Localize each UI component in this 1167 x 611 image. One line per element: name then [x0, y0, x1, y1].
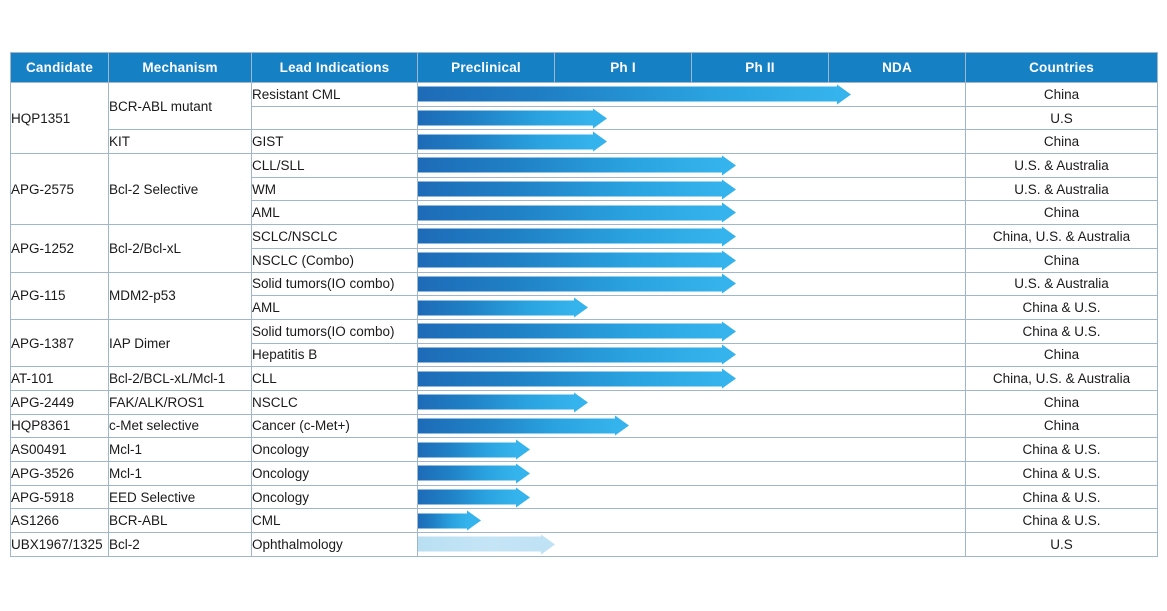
- cell-mechanism: c-Met selective: [109, 414, 252, 438]
- cell-candidate: AS00491: [11, 438, 109, 462]
- cell-mechanism: Bcl-2: [109, 533, 252, 557]
- cell-candidate: APG-2449: [11, 390, 109, 414]
- cell-phase-progress: [418, 390, 966, 414]
- column-header-countries: Countries: [966, 53, 1158, 83]
- table-row: [11, 414, 1158, 438]
- table-row: [11, 225, 1158, 249]
- cell-countries: China: [966, 130, 1158, 154]
- cell-mechanism: BCR-ABL mutant: [109, 83, 252, 130]
- cell-countries: China & U.S.: [966, 485, 1158, 509]
- cell-countries: U.S. & Australia: [966, 272, 1158, 296]
- cell-lead-indication: Solid tumors(IO combo): [252, 319, 418, 343]
- cell-mechanism: EED Selective: [109, 485, 252, 509]
- pipeline-table-container: [10, 52, 1157, 557]
- cell-candidate: HQP1351: [11, 83, 109, 154]
- header-row: [11, 53, 1158, 83]
- cell-lead-indication: AML: [252, 201, 418, 225]
- cell-candidate: AS1266: [11, 509, 109, 533]
- cell-phase-progress: [418, 154, 966, 178]
- column-header-nda: NDA: [829, 53, 966, 83]
- cell-candidate: APG-1387: [11, 319, 109, 366]
- table-row: [11, 462, 1158, 486]
- cell-lead-indication: [252, 106, 418, 130]
- cell-candidate: APG-1252: [11, 225, 109, 272]
- cell-phase-progress: [418, 177, 966, 201]
- cell-lead-indication: Oncology: [252, 485, 418, 509]
- cell-lead-indication: Oncology: [252, 462, 418, 486]
- cell-phase-progress: [418, 130, 966, 154]
- column-header-mechanism: Mechanism: [109, 53, 252, 83]
- cell-phase-progress: [418, 533, 966, 557]
- cell-lead-indication: Resistant CML: [252, 83, 418, 107]
- cell-phase-progress: [418, 201, 966, 225]
- cell-lead-indication: CML: [252, 509, 418, 533]
- cell-countries: U.S. & Australia: [966, 177, 1158, 201]
- cell-countries: China: [966, 390, 1158, 414]
- cell-phase-progress: [418, 225, 966, 249]
- cell-candidate: APG-5918: [11, 485, 109, 509]
- cell-lead-indication: Cancer (c-Met+): [252, 414, 418, 438]
- cell-countries: China: [966, 343, 1158, 367]
- cell-lead-indication: Oncology: [252, 438, 418, 462]
- cell-lead-indication: CLL/SLL: [252, 154, 418, 178]
- cell-countries: China: [966, 83, 1158, 107]
- table-row: [11, 272, 1158, 296]
- column-header-candidate: Candidate: [11, 53, 109, 83]
- table-row: [11, 154, 1158, 178]
- table-row: [11, 390, 1158, 414]
- cell-mechanism: Mcl-1: [109, 462, 252, 486]
- cell-candidate: UBX1967/1325: [11, 533, 109, 557]
- cell-phase-progress: [418, 319, 966, 343]
- cell-lead-indication: AML: [252, 296, 418, 320]
- cell-countries: China, U.S. & Australia: [966, 367, 1158, 391]
- cell-candidate: APG-3526: [11, 462, 109, 486]
- cell-countries: U.S: [966, 533, 1158, 557]
- cell-candidate: APG-115: [11, 272, 109, 319]
- cell-mechanism: MDM2-p53: [109, 272, 252, 319]
- cell-phase-progress: [418, 414, 966, 438]
- cell-lead-indication: Hepatitis B: [252, 343, 418, 367]
- cell-mechanism: Bcl-2/Bcl-xL: [109, 225, 252, 272]
- cell-lead-indication: Solid tumors(IO combo): [252, 272, 418, 296]
- table-row: [11, 438, 1158, 462]
- cell-lead-indication: NSCLC (Combo): [252, 248, 418, 272]
- cell-lead-indication: Ophthalmology: [252, 533, 418, 557]
- cell-lead-indication: NSCLC: [252, 390, 418, 414]
- table-row: [11, 130, 1158, 154]
- cell-phase-progress: [418, 485, 966, 509]
- cell-countries: China, U.S. & Australia: [966, 225, 1158, 249]
- column-header-ph-i: Ph I: [555, 53, 692, 83]
- table-row: [11, 509, 1158, 533]
- pipeline-table: [10, 52, 1158, 557]
- cell-phase-progress: [418, 106, 966, 130]
- cell-countries: China & U.S.: [966, 319, 1158, 343]
- cell-countries: China & U.S.: [966, 296, 1158, 320]
- cell-mechanism: Mcl-1: [109, 438, 252, 462]
- cell-countries: China & U.S.: [966, 509, 1158, 533]
- cell-phase-progress: [418, 272, 966, 296]
- cell-candidate: APG-2575: [11, 154, 109, 225]
- table-row: [11, 485, 1158, 509]
- cell-countries: U.S: [966, 106, 1158, 130]
- cell-phase-progress: [418, 367, 966, 391]
- table-row: [11, 83, 1158, 107]
- cell-lead-indication: WM: [252, 177, 418, 201]
- cell-countries: U.S. & Australia: [966, 154, 1158, 178]
- cell-phase-progress: [418, 462, 966, 486]
- cell-lead-indication: SCLC/NSCLC: [252, 225, 418, 249]
- cell-lead-indication: GIST: [252, 130, 418, 154]
- cell-phase-progress: [418, 83, 966, 107]
- cell-countries: China: [966, 414, 1158, 438]
- cell-candidate: HQP8361: [11, 414, 109, 438]
- cell-phase-progress: [418, 248, 966, 272]
- cell-mechanism: IAP Dimer: [109, 319, 252, 366]
- column-header-lead-indications: Lead Indications: [252, 53, 418, 83]
- cell-countries: China: [966, 201, 1158, 225]
- cell-countries: China: [966, 248, 1158, 272]
- column-header-ph-ii: Ph II: [692, 53, 829, 83]
- cell-countries: China & U.S.: [966, 462, 1158, 486]
- cell-phase-progress: [418, 509, 966, 533]
- cell-mechanism: FAK/ALK/ROS1: [109, 390, 252, 414]
- cell-phase-progress: [418, 296, 966, 320]
- table-row: [11, 533, 1158, 557]
- cell-lead-indication: CLL: [252, 367, 418, 391]
- cell-mechanism: Bcl-2/BCL-xL/Mcl-1: [109, 367, 252, 391]
- cell-phase-progress: [418, 343, 966, 367]
- cell-mechanism: BCR-ABL: [109, 509, 252, 533]
- cell-phase-progress: [418, 438, 966, 462]
- table-row: [11, 319, 1158, 343]
- table-body: [11, 83, 1158, 557]
- column-header-preclinical: Preclinical: [418, 53, 555, 83]
- cell-candidate: AT-101: [11, 367, 109, 391]
- table-row: [11, 367, 1158, 391]
- cell-mechanism: Bcl-2 Selective: [109, 154, 252, 225]
- cell-countries: China & U.S.: [966, 438, 1158, 462]
- table-header: [11, 53, 1158, 83]
- cell-mechanism: KIT: [109, 130, 252, 154]
